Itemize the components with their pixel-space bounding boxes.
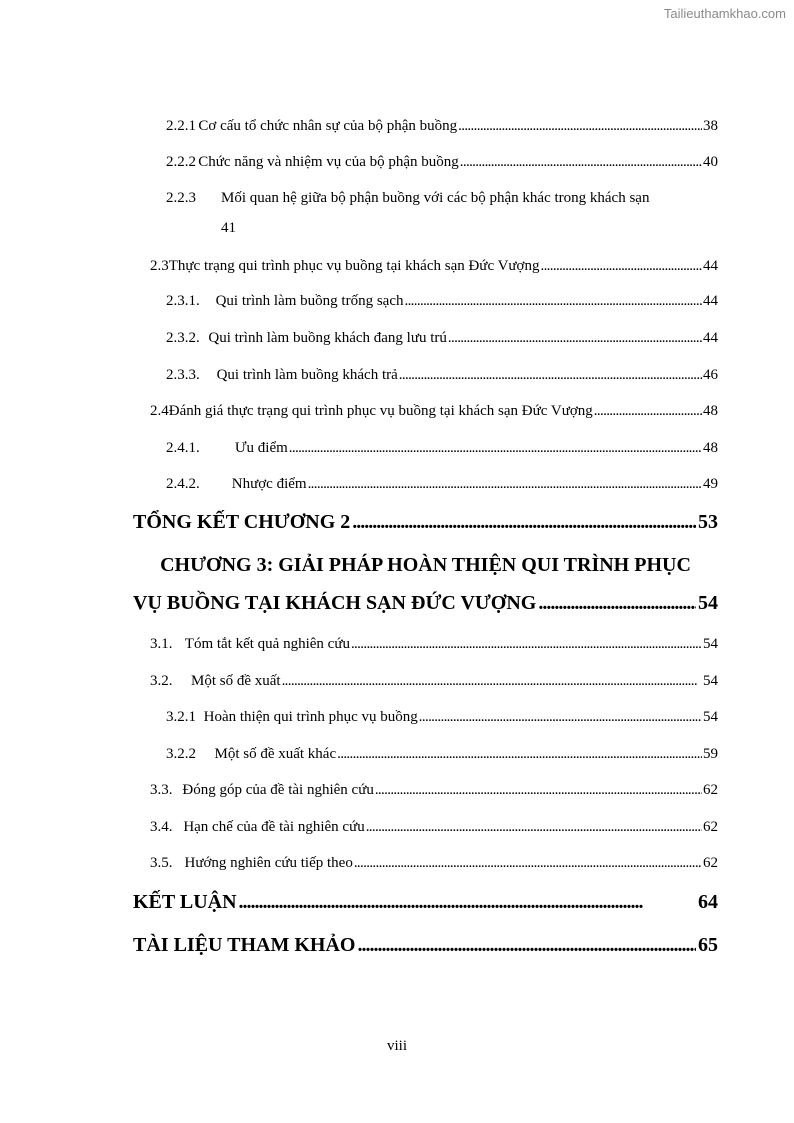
toc-heading-summary-ch2[interactable] xyxy=(133,510,718,534)
toc-entry-title: Thực trạng qui trình phục vụ buồng tại khách sạn Đức Vượng xyxy=(168,258,540,274)
toc-entry-page: 38 xyxy=(703,118,718,134)
dot-leader xyxy=(375,781,702,799)
toc-entry-title: Một số đề xuất khác xyxy=(214,746,337,762)
toc-entry[interactable] xyxy=(166,745,718,763)
dot-leader xyxy=(594,402,702,420)
dot-leader xyxy=(404,292,702,310)
page-number: viii xyxy=(386,1038,407,1054)
toc-entry-number: 2.4 xyxy=(150,403,169,419)
toc-entry-number: 3.4. xyxy=(150,819,173,835)
toc-entry-number: 2.2.3 xyxy=(166,190,196,206)
toc-entry-title: Cơ cấu tổ chức nhân sự của bộ phận buồng xyxy=(198,118,458,134)
toc-heading-title: KẾT LUẬN xyxy=(133,891,237,913)
toc-entry-page: 62 xyxy=(703,855,718,871)
toc-entry-number: 2.4.1. xyxy=(166,440,200,456)
toc-entry-title: Hoàn thiện qui trình phục vụ buồng xyxy=(203,709,418,725)
toc-entry-number: 3.2.2 xyxy=(166,746,196,762)
toc-entry-number: 2.3.2. xyxy=(166,330,200,346)
toc-entry-page: 49 xyxy=(703,476,718,492)
dot-leader xyxy=(351,635,702,653)
toc-heading-page: 64 xyxy=(698,891,718,913)
toc-entry[interactable] xyxy=(150,781,718,799)
toc-entry-number: 2.3.1. xyxy=(166,293,200,309)
toc-heading-page: 65 xyxy=(698,934,718,956)
toc-entry[interactable] xyxy=(150,257,718,275)
dot-leader xyxy=(540,257,702,275)
dot-leader xyxy=(448,329,702,347)
toc-entry-page: 48 xyxy=(703,403,718,419)
toc-entry[interactable] xyxy=(150,635,718,653)
toc-entry-page: 46 xyxy=(703,367,718,383)
toc-heading-title: VỤ BUỒNG TẠI KHÁCH SẠN ĐỨC VƯỢNG xyxy=(133,592,537,614)
toc-entry-page: 59 xyxy=(703,746,718,762)
toc-entry-number: 2.3 xyxy=(150,258,169,274)
toc-entry-number: 2.3.3. xyxy=(166,367,200,383)
dot-leader xyxy=(357,933,696,957)
toc-entry-title: Một số đề xuất xyxy=(191,673,281,689)
toc-entry-title: Tóm tắt kết quả nghiên cứu xyxy=(184,636,350,652)
toc-entry-page: 54 xyxy=(703,673,718,689)
dot-leader xyxy=(337,745,702,763)
dot-leader xyxy=(460,153,702,171)
dot-leader xyxy=(289,439,702,457)
toc-entry[interactable] xyxy=(166,708,718,726)
toc-entry-page: 62 xyxy=(703,819,718,835)
toc-entry[interactable] xyxy=(150,402,718,420)
toc-entry-page: 44 xyxy=(703,293,718,309)
dot-leader xyxy=(239,890,696,914)
toc-heading-title: TỔNG KẾT CHƯƠNG 2 xyxy=(133,511,351,533)
toc-entry-page: 44 xyxy=(703,258,718,274)
toc-entry-page: 62 xyxy=(703,782,718,798)
toc-entry-page: 48 xyxy=(703,440,718,456)
toc-entry[interactable] xyxy=(166,117,718,135)
toc-entry[interactable] xyxy=(150,854,718,872)
dot-leader xyxy=(366,818,702,836)
dot-leader xyxy=(354,854,702,872)
toc-entry-title: Qui trình làm buồng khách trả xyxy=(216,367,398,383)
toc-heading-title: TÀI LIỆU THAM KHẢO xyxy=(133,934,356,956)
toc-entry-page: 44 xyxy=(703,330,718,346)
dot-leader xyxy=(352,510,696,534)
toc-entry-page: 54 xyxy=(703,709,718,725)
toc-entry-page: 41 xyxy=(221,220,236,236)
dot-leader xyxy=(419,708,702,726)
toc-entry-title: Hướng nghiên cứu tiếp theo xyxy=(184,855,353,871)
toc-entry-title: Ưu điểm xyxy=(234,440,288,456)
toc-heading-chapter3-cont[interactable] xyxy=(133,591,718,615)
toc-entry-title: Đánh giá thực trạng qui trình phục vụ buồng tại khách sạn Đức Vượng xyxy=(168,403,593,419)
dot-leader xyxy=(308,475,702,493)
watermark: Tailieuthamkhao.com xyxy=(663,6,786,21)
toc-entry[interactable] xyxy=(166,292,718,310)
dot-leader xyxy=(399,366,702,384)
dot-leader xyxy=(538,591,696,615)
toc-entry[interactable] xyxy=(150,818,718,836)
dot-leader xyxy=(282,672,702,690)
toc-entry-number: 2.2.2 xyxy=(166,154,196,170)
toc-entry-title: Đóng góp của đề tài nghiên cứu xyxy=(182,782,374,798)
toc-entry-number: 2.4.2. xyxy=(166,476,200,492)
toc-entry[interactable] xyxy=(150,672,718,690)
toc-entry[interactable] xyxy=(166,329,718,347)
toc-entry-title[interactable]: Mối quan hệ giữa bộ phận buồng với các bộ phận khác trong khách sạn xyxy=(221,190,650,206)
toc-entry-number: 3.2.1 xyxy=(166,709,196,725)
toc-heading-page: 53 xyxy=(698,511,718,533)
toc-entry-title: Chức năng và nhiệm vụ của bộ phận buồng xyxy=(198,154,459,170)
toc-heading-chapter3[interactable]: CHƯƠNG 3: GIẢI PHÁP HOÀN THIỆN QUI TRÌNH PHỤC xyxy=(160,554,691,576)
toc-entry-number: 2.2.1 xyxy=(166,118,196,134)
toc-entry-number: 3.1. xyxy=(150,636,173,652)
toc-heading-page: 54 xyxy=(698,592,718,614)
toc-entry-number: 3.5. xyxy=(150,855,173,871)
toc-entry-title: Qui trình làm buồng trống sạch xyxy=(215,293,404,309)
toc-entry[interactable] xyxy=(166,366,718,384)
toc-entry[interactable] xyxy=(166,153,718,171)
dot-leader xyxy=(458,117,702,135)
toc-entry-number: 3.2. xyxy=(150,673,173,689)
toc-entry-number: 3.3. xyxy=(150,782,173,798)
toc-entry-page: 40 xyxy=(703,154,718,170)
toc-entry-title: Qui trình làm buồng khách đang lưu trú xyxy=(208,330,447,346)
toc-entry-page: 54 xyxy=(703,636,718,652)
toc-entry-title: Nhược điểm xyxy=(231,476,307,492)
toc-entry[interactable] xyxy=(166,439,718,457)
toc-entry-title: Hạn chế của đề tài nghiên cứu xyxy=(183,819,365,835)
toc-heading-conclusion[interactable] xyxy=(133,890,718,914)
toc-heading-references[interactable] xyxy=(133,933,718,957)
toc-entry[interactable] xyxy=(166,475,718,493)
